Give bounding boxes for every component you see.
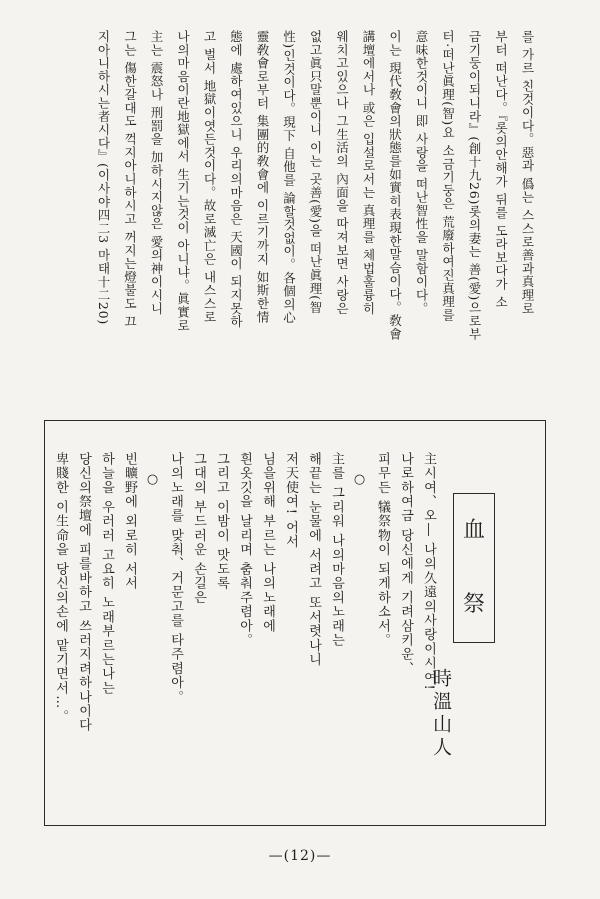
text-column: 態에 處하여있으니 우리의마음은 天國이 되지못하 [228, 30, 244, 329]
poem-line: 主시여、오― 나의久遠의사랑이시여! [421, 452, 436, 691]
poem-line: 님을위해 부르는 나의노래에 [260, 452, 275, 634]
poem-line: 흰옷깃을 날리며 춤춰주렴아。 [237, 452, 252, 648]
text-column: 性)인것이다。現下 自他를 論할것없이。各個의心 [281, 30, 297, 325]
poem-title-char: 祭 [462, 592, 485, 617]
text-column: 意味한것이니 即 사랑을 떠난智性을 말함이다。 [414, 30, 429, 316]
text-column: 부터 떠난다。『롯의안해가 뒤를 도라보다가 소 [493, 30, 509, 309]
text-column: 없고眞只말뿐이니 이는 곳善(愛)을 떠난眞理(智 [308, 30, 323, 315]
text-column: 主는 震怒나 刑罰을 加하시지않은 愛의神이시니 [149, 30, 164, 316]
text-column: 를 가르 친것이다。惡과 僞는 스스로善과真理로 [520, 30, 535, 316]
text-column: 금기둥이되니라』(創十九26)롯의妻는 善(愛)으로부 [467, 30, 482, 341]
stanza-divider: ○ [352, 472, 367, 489]
poem-line: 主를 그리워 나의마음의노래는 [329, 452, 344, 648]
page-number: —(12)— [268, 848, 332, 864]
poem-line: 나로하여금 당신에게 기려삼키운、 [398, 452, 413, 676]
poem-line: 저天使여! 어서 [283, 452, 298, 549]
text-column: 지아니하시는者시다』(이사야四二3 마태十二20) [96, 30, 111, 326]
poem-line: 피무든 犠祭物이 되게하소서。 [375, 452, 390, 648]
text-column: 靈敎會로부터 集團的敎會에 이르기까지 如斯한情 [255, 30, 270, 324]
poem-line: 당신의祭壇에 피를바하고 쓰러지려하나이다 [76, 452, 91, 733]
poem-author: 時溫山人 [430, 668, 452, 760]
poem-line: 卑賤한 이生命을 당신의손에 맡기면서…。 [53, 452, 68, 724]
text-column: 그는 傷한갈대도 꺽지아니하시고 꺼지는燈불도 끄 [122, 30, 138, 329]
text-column: 이는 現代敎會의狀態를如實히表現한말슴이다。敎會 [387, 30, 403, 341]
poem-title-box [453, 493, 495, 643]
poem-line: 그대의 부드러운 손길은 [191, 452, 206, 605]
text-column: 터·떠난眞理(智)요 소금기둥은 荒廢하여진真理를 [440, 30, 456, 322]
poem-line: 빈曠野에 외로히 서서 [122, 452, 137, 591]
text-column: 웨치고있으나 그生活의 內面을 따져보면 사랑은 [334, 30, 350, 316]
poem-title-char: 血 [462, 518, 485, 543]
text-column: 고 벌서 地獄이엿든것이다。故로滅亡은 내스스로 [202, 30, 217, 324]
poem-line: 하늘을 우러러 고요히 노래부르는나는 [99, 452, 114, 696]
upper-text-block [62, 30, 540, 370]
stanza-divider: ○ [145, 472, 160, 489]
poem-body [53, 452, 440, 817]
poem-line: 나의노래를 맞춰、거문고를 타주렴아。 [168, 452, 183, 705]
text-column: 나의마음이란地獄에서 生기는것이 아니냐。眞實로 [175, 30, 191, 333]
poem-line: 해끝는 눈물에 서려고 또서렷나니 [306, 452, 321, 667]
text-column: 講壇에서나 或은 입설로서는 真理를 체법훌륭히 [361, 30, 376, 316]
poem-line: 그리고 이밤이 맛도록 [214, 452, 229, 591]
